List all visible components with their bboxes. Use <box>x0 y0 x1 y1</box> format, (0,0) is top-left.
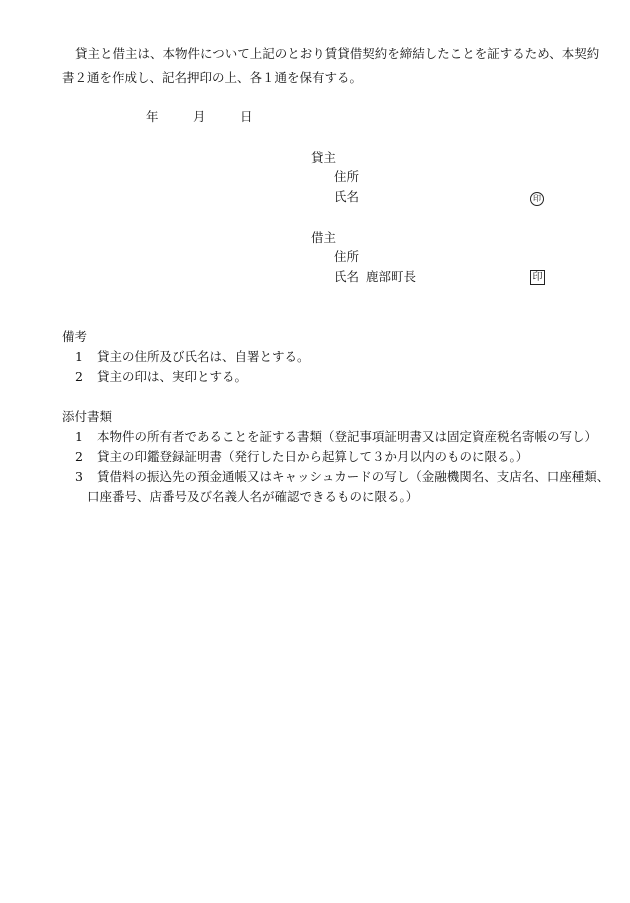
notes-item-text: 貸主の印は、実印とする。 <box>97 369 248 384</box>
borrower-address-label: 住所 <box>334 249 360 264</box>
attachment-item-num: 1 <box>75 429 83 444</box>
notes-item-num: 2 <box>75 369 83 384</box>
notes-item-2 <box>75 371 247 384</box>
notes-item-1 <box>75 351 310 364</box>
attachment-item-text: 賃借料の振込先の預金通帳又はキャッシュカードの写し（金融機関名、支店名、口座種類、 <box>97 469 610 484</box>
notes-heading: 備考 <box>62 329 88 344</box>
date-day: 日 <box>240 109 253 124</box>
date-month: 月 <box>193 109 206 124</box>
attachment-item-text: 本物件の所有者であることを証する書類（登記事項証明書又は固定資産税名寄帳の写し） <box>97 429 598 444</box>
attachment-item-num: 2 <box>75 449 83 464</box>
notes-item-num: 1 <box>75 349 83 364</box>
lender-seal-icon: 印 <box>530 192 544 206</box>
lender-seal-mark <box>530 191 544 206</box>
lender-address-label: 住所 <box>334 169 360 184</box>
borrower-seal-icon: 印 <box>530 270 545 285</box>
intro-line-2: 書２通を作成し、記名押印の上、各１通を保有する。 <box>62 70 363 85</box>
lender-heading: 貸主 <box>311 150 337 165</box>
notes-item-text: 貸主の住所及び氏名は、自署とする。 <box>97 349 310 364</box>
lender-name-label: 氏名 <box>334 189 360 204</box>
attachment-item-2 <box>75 451 528 464</box>
attachment-item-text: 貸主の印鑑登録証明書（発行した日から起算して３か月以内のものに限る。） <box>97 449 529 464</box>
borrower-seal-mark <box>530 270 545 285</box>
borrower-name-value: 鹿部町長 <box>366 269 417 284</box>
attachment-item-3 <box>75 471 609 484</box>
attachment-item-1 <box>75 431 597 444</box>
date-year: 年 <box>146 109 159 124</box>
attachment-item-num: 3 <box>75 469 83 484</box>
attachments-heading: 添付書類 <box>62 409 113 424</box>
borrower-name-label: 氏名 <box>334 269 360 284</box>
borrower-heading: 借主 <box>311 230 337 245</box>
intro-line-1: 貸主と借主は、本物件について上記のとおり賃貸借契約を締結したことを証するため、本契約 <box>75 46 600 61</box>
attachment-item-3-continued: 口座番号、店番号及び名義人名が確認できるものに限る。） <box>87 489 419 504</box>
